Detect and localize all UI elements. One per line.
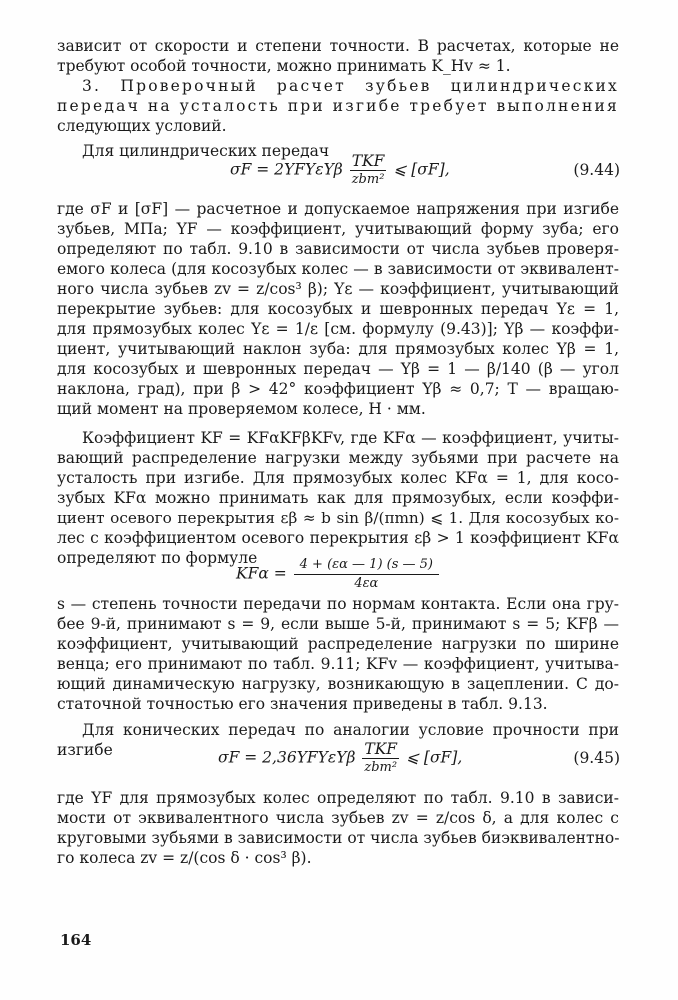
text-line: го колеса zv = z/(cos δ · cos³ β).	[57, 849, 312, 867]
eq-lhs: σF = 2,36YFYεYβ	[218, 748, 356, 767]
text-line: зависит от скорости и степени точности. В расчетах, которые не	[57, 37, 619, 55]
text-line: Коэффициент KF = KFαKFβKFv, где KFα — коэффициент, учиты-	[82, 429, 619, 447]
eq-denominator: zbm²	[351, 172, 385, 187]
text-line: зубьев, МПа; YF — коэффициент, учитывающий форму зуба; его	[57, 220, 619, 238]
text-line: венца; его принимают по табл. 9.11; KFv — коэффициент, учитыва-	[57, 655, 619, 673]
text-line: для прямозубых колес Yε = 1/ε [см. формулу (9.43)]; Yβ — коэффи-	[57, 320, 619, 338]
text-line: Для цилиндрических передач	[82, 142, 330, 160]
text-line: коэффициент, учитывающий распределение нагрузки по ширине	[57, 635, 619, 653]
text-line: круговыми зубьями в зависимости от числа зубьев биэквивалентно-	[57, 829, 620, 847]
section-heading: 3. Проверочный расчет зубьев цилиндрических	[82, 77, 619, 95]
text-line: определяют по формуле	[57, 549, 258, 567]
eq-lhs: KFα =	[236, 564, 287, 583]
equation-kfa	[236, 556, 441, 593]
text-line: зубых KFα можно принимать как для прямозубых, если коэффи-	[57, 489, 619, 507]
text-line: следующих условий.	[57, 117, 227, 135]
text-line: для косозубых и шевронных передач — Yβ = 1 — β/140 (β — угол	[57, 360, 619, 378]
text-line: ющий динамическую нагрузку, возникающую в зацеплении. С до-	[57, 675, 619, 693]
eq-rhs: ⩽ [σF],	[405, 748, 463, 767]
equation-number: (9.45)	[573, 749, 620, 767]
eq-denominator: zbm²	[364, 760, 398, 775]
eq-numerator: 4 + (εα — 1) (s — 5)	[294, 556, 439, 575]
eq-denominator: 4εα	[354, 576, 379, 591]
equation-number: (9.44)	[573, 161, 620, 179]
eq-numerator: TKF	[364, 740, 398, 758]
text-line: щий момент на проверяемом колесе, Н · мм.	[57, 400, 426, 418]
text-line: бее 9-й, принимают s = 9, если выше 5-й, принимают s = 5; KFβ —	[57, 615, 619, 633]
eq-lhs: σF = 2YFYεYβ	[230, 160, 343, 179]
equation-9-45	[218, 740, 462, 777]
text-line: определяют по табл. 9.10 в зависимости от числа зубьев проверя-	[57, 240, 619, 258]
section-heading: передач на усталость при изгибе требует выполнения	[57, 97, 619, 115]
text-line: лес с коэффициентом осевого перекрытия εβ > 1 коэффициент KFα	[57, 529, 619, 547]
text-line: циент, учитывающий наклон зуба: для прямозубых колес Yβ = 1,	[57, 340, 619, 358]
eq-rhs: ⩽ [σF],	[393, 160, 450, 179]
eq-numerator: TKF	[351, 152, 385, 170]
text-line: мости от эквивалентного числа зубьев zv = z/cos δ, а для колес с	[57, 809, 619, 827]
text-line: вающий распределение нагрузки между зубьями при расчете на	[57, 449, 619, 467]
text-line: усталость при изгибе. Для прямозубых колес KFα = 1, для косо-	[57, 469, 619, 487]
text-line: s — степень точности передачи по нормам контакта. Если она гру-	[57, 595, 619, 613]
text-line: Для конических передач по аналогии условие прочности при	[82, 721, 619, 739]
text-line: ного числа зубьев zv = z/cos³ β); Yε — коэффициент, учитывающий	[57, 280, 619, 298]
text-line: циент осевого перекрытия εβ ≈ b sin β/(πmn) ⩽ 1. Для косозубых ко-	[57, 509, 619, 527]
text-line: требуют особой точности, можно принимать K_Hv ≈ 1.	[57, 57, 511, 75]
text-line: где σF и [σF] — расчетное и допускаемое напряжения при изгибе	[57, 200, 619, 218]
eq-fraction	[294, 556, 439, 593]
text-line: наклона, град), при β > 42° коэффициент Yβ ≈ 0,7; T — вращаю-	[57, 380, 619, 398]
text-line: изгибе	[57, 741, 113, 759]
page-number: 164	[60, 931, 92, 949]
text-line: емого колеса (для косозубых колес — в зависимости от эквивалент-	[57, 260, 619, 278]
text-line: перекрытие зубьев: для косозубых и шевронных передач Yε = 1,	[57, 300, 619, 318]
text-line: статочной точностью его значения приведены в табл. 9.13.	[57, 695, 548, 713]
equation-9-44	[230, 152, 450, 189]
eq-fraction	[362, 740, 399, 777]
text-line: где YF для прямозубых колес определяют по табл. 9.10 в зависи-	[57, 789, 619, 807]
eq-fraction	[350, 152, 387, 189]
